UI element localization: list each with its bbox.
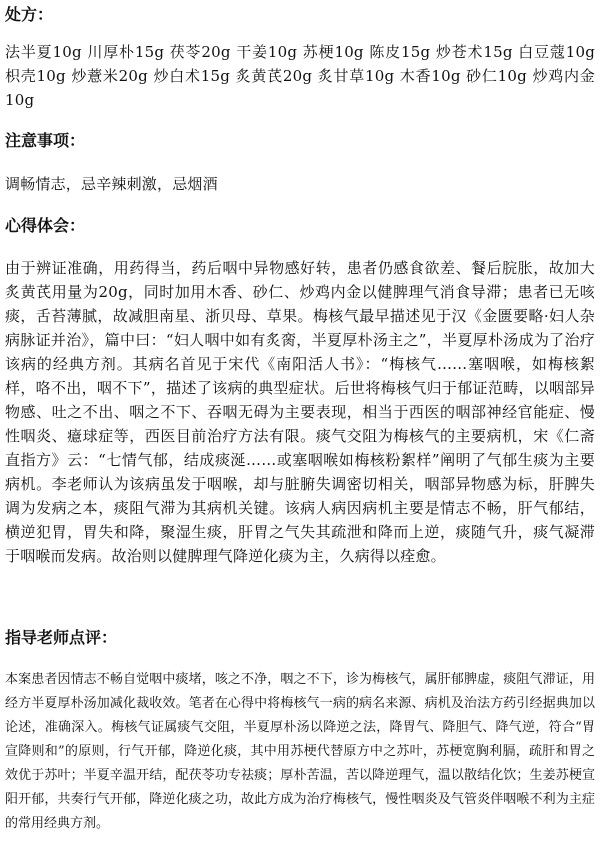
prescription-heading: 处方： — [5, 5, 54, 24]
notes-heading: 注意事项： — [5, 131, 86, 150]
experience-text: 由于辨证准确，用药得当，药后咽中异物感好转，患者仍感食欲差、餐后脘胀，故加大炙黄芪用量为20g，同时加用木香、砂仁、炒鸡内金以健脾理气消食导滞；患者已无咳痰，舌苔薄腻，故减胆南星、浙贝母、草果。梅核气最早描述见于汉《金匮要略·妇人杂病脉证并治》，篇中曰：“妇人咽中如有炙脔，半夏厚朴汤主之”，半夏厚朴汤成为了治疗该病的经典方剂。其病名首见于宋代《南阳活人书》：“梅核气……塞咽喉，如梅核絮样，咯不出，咽不下”，描述了该病的典型症状。后世将梅核气归于郁证范畴，以咽部异物感、吐之不出、咽之不下、吞咽无碍为主要表现，相当于西医的咽部神经官能症、慢性咽炎、癔球症等，西医目前治疗方法有限。痰气交阻为梅核气的主要病机，宋《仁斋直指方》云：“七情气郁，结成痰涎……或塞咽喉如梅核粉絮样”阐明了气郁生痰为主要病机。李老师认为该病虽发于咽喉，却与脏腑失调密切相关，咽部异物感为标，肝脾失调为发病之本，痰阻气滞为其病机关键。该病人病因病机主要是情志不畅，肝气郁结，横逆犯胃，胃失和降，聚湿生痰，肝胃之气失其疏泄和降而上逆，痰随气升，痰气凝滞于咽喉而发病。故治则以健脾理气降逆化痰为主，久病得以痊愈。 — [5, 259, 595, 565]
teacher-comment-text: 本案患者因情志不畅自觉咽中痰堵，咳之不净，咽之不下，诊为梅核气，属肝郁脾虚，痰阻气滞证，用经方半夏厚朴汤加减化裁收效。笔者在心得中将梅核气一病的病名来源、病机及治法方药引经据典加以论述，准确深入。梅核气证属痰气交阻，半夏厚朴汤以降逆之法，降胃气、降胆气、降气逆，符合“胃宣降则和”的原则，行气开郁，降逆化痰，其中用苏梗代替原方中之苏叶，苏梗宽胸利膈，疏肝和胃之效优于苏叶；半夏辛温开结，配茯苓功专祛痰；厚朴苦温，苦以降逆理气，温以散结化饮；生姜苏梗宣阳开郁，共奏行气开郁，降逆化痰之功，故此方成为治疗梅核气，慢性咽炎及气管炎伴咽喉不利为主症的常用经典方剂。 — [5, 672, 595, 831]
teacher-comment-heading: 指导老师点评： — [5, 628, 118, 647]
notes-text: 调畅情志，忌辛辣刺激，忌烟酒 — [5, 175, 218, 193]
experience-heading: 心得体会： — [5, 216, 86, 235]
prescription-text: 法半夏10g 川厚朴15g 茯苓20g 干姜10g 苏梗10g 陈皮15g 炒苍术15g 白豆蔻10g 枳壳10g 炒薏米20g 炒白术15g 炙黄芪20g 炙甘草10g 木香10g 砂仁10g 炒鸡内金10g — [5, 43, 595, 109]
